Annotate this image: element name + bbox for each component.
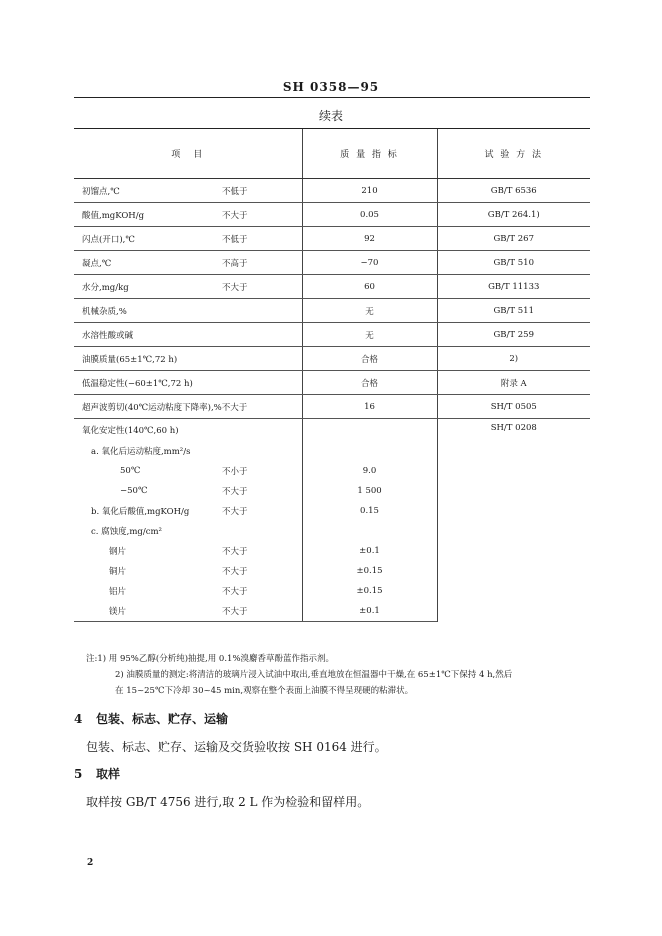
item-condition: 不大于 [222,282,248,293]
column-header-method: 试 验 方 法 [437,129,590,179]
method-cell: GB/T 264.1) [437,203,590,227]
item-cell-content [74,395,302,418]
table-row [74,275,590,299]
item-name: 钢片 [109,547,127,557]
section-5-body: 取样按 GB/T 4756 进行,取 2 L 作为检验和留样用。 [86,795,370,809]
value-cell: 210 [302,179,437,203]
note-1: 注:1) 用 95%乙醇(分析纯)抽提,用 0.1%溴麝香草酚蓝作指示剂。 [86,654,335,664]
value-cell: 16 [302,395,437,419]
item-name: 镁片 [109,607,127,617]
item-cell-content [74,461,302,481]
item-name: 氧化安定性(140℃,60 h) [82,426,179,436]
item-cell [74,521,302,541]
item-cell-content [74,347,302,370]
specification-table [74,128,590,622]
table-row [74,347,590,371]
table-row [74,299,590,323]
section-number: 5 [74,767,83,781]
method-cell: GB/T 510 [437,251,590,275]
item-cell [74,227,302,251]
item-cell [74,179,302,203]
table-row [74,227,590,251]
method-cell: 2) [437,347,590,371]
item-cell [74,419,302,442]
item-cell-content [74,275,302,298]
value-cell: 0.05 [302,203,437,227]
item-cell-content [74,441,302,461]
item-cell [74,347,302,371]
item-name: 铜片 [109,567,127,577]
method-cell: GB/T 511 [437,299,590,323]
item-condition: 不大于 [222,547,248,557]
item-cell-content [74,601,302,621]
value-cell: −70 [302,251,437,275]
item-cell-content [74,203,302,226]
item-name: 水溶性酸或碱 [82,330,134,341]
item-cell-content [74,419,302,441]
item-condition: 不小于 [222,467,248,477]
column-header-value: 质 量 指 标 [302,129,437,179]
method-cell: GB/T 259 [437,323,590,347]
method-cell: GB/T 6536 [437,179,590,203]
section-title: 包装、标志、贮存、运输 [96,712,229,726]
value-cell: 合格 [302,371,437,395]
item-condition: 不大于 [222,507,248,517]
item-cell-content [74,481,302,501]
item-condition: 不低于 [222,234,248,245]
item-cell-content [74,561,302,581]
item-cell-content [74,251,302,274]
item-name: −50℃ [120,486,148,496]
value-cell: ±0.15 [302,561,437,581]
item-cell [74,395,302,419]
table-row [74,395,590,419]
section-4-body: 包装、标志、贮存、运输及交货验收按 SH 0164 进行。 [86,740,387,754]
value-cell: ±0.15 [302,581,437,601]
value-cell [302,441,437,461]
item-cell-content [74,371,302,394]
item-name: 50℃ [120,466,141,476]
table-row [74,203,590,227]
value-cell: 无 [302,323,437,347]
item-name: 闪点(开口),℃ [82,234,135,245]
value-cell: 0.15 [302,501,437,521]
item-cell [74,441,302,461]
item-cell [74,581,302,601]
document-code: SH 0358—95 [282,80,380,94]
item-cell-content [74,501,302,521]
item-name: c. 腐蚀度,mg/cm² [91,527,162,537]
item-name: b. 氧化后酸值,mgKOH/g [91,507,190,517]
item-name: 超声波剪切(40℃运动粘度下降率),%不大于 [82,402,248,413]
item-cell-content [74,541,302,561]
item-name: 油膜质量(65±1℃,72 h) [82,354,178,365]
section-4-heading [74,710,228,727]
table-header-row [74,129,590,179]
header-rule [74,97,590,98]
table-row [74,251,590,275]
table-notes [74,651,594,699]
item-condition: 不大于 [222,587,248,597]
value-cell: 92 [302,227,437,251]
value-cell: ±0.1 [302,541,437,561]
section-5-heading [74,765,120,782]
item-cell [74,203,302,227]
item-name: 凝点,℃ [82,258,112,269]
note-2: 2) 油膜质量的测定:将清洁的玻璃片浸入试油中取出,垂直地放在恒温器中干燥,在 65±1℃下保持 4 h,然后 [115,670,513,680]
item-name: 机械杂质,% [82,306,127,317]
method-cell: GB/T 267 [437,227,590,251]
item-name: a. 氧化后运动粘度,mm²/s [91,447,191,457]
page-number: 2 [87,858,94,868]
value-cell: 9.0 [302,461,437,481]
item-cell [74,561,302,581]
method-cell: SH/T 0505 [437,395,590,419]
item-cell [74,461,302,481]
item-cell [74,323,302,347]
item-condition: 不低于 [222,186,248,197]
item-cell [74,371,302,395]
method-cell: GB/T 11133 [437,275,590,299]
item-cell [74,275,302,299]
item-cell-content [74,299,302,322]
item-name: 低温稳定性(−60±1℃,72 h) [82,378,193,389]
item-cell-content [74,227,302,250]
value-cell: 合格 [302,347,437,371]
item-condition: 不高于 [222,258,248,269]
value-cell: ±0.1 [302,601,437,622]
value-cell: 60 [302,275,437,299]
table-caption: 续表 [318,109,343,123]
item-cell [74,601,302,622]
value-cell [302,419,437,442]
item-cell [74,299,302,323]
item-cell [74,251,302,275]
item-name: 初馏点,℃ [82,186,120,197]
value-cell [302,521,437,541]
item-cell [74,481,302,501]
item-condition: 不大于 [222,487,248,497]
item-cell-content [74,521,302,541]
item-cell [74,501,302,521]
item-cell-content [74,323,302,346]
value-cell: 1 500 [302,481,437,501]
item-name: 酸值,mgKOH/g [82,210,145,221]
note-2-continued: 在 15~25℃下冷却 30~45 min,观察在整个表面上油膜不得呈现硬的粘滞状。 [115,686,414,696]
table-row [74,179,590,203]
table-row [74,323,590,347]
table-row [74,371,590,395]
value-cell: 无 [302,299,437,323]
method-cell: 附录 A [437,371,590,395]
item-condition: 不大于 [222,567,248,577]
section-number: 4 [74,712,83,726]
item-name: 铝片 [109,587,127,597]
item-name: 水分,mg/kg [82,282,129,293]
item-cell [74,541,302,561]
method-cell: SH/T 0208 [437,419,590,622]
item-cell-content [74,179,302,202]
item-cell-content [74,581,302,601]
section-title: 取样 [96,767,121,781]
column-header-item: 项 目 [74,129,302,179]
item-condition: 不大于 [222,607,248,617]
item-condition: 不大于 [222,210,248,221]
table-row [74,419,590,442]
